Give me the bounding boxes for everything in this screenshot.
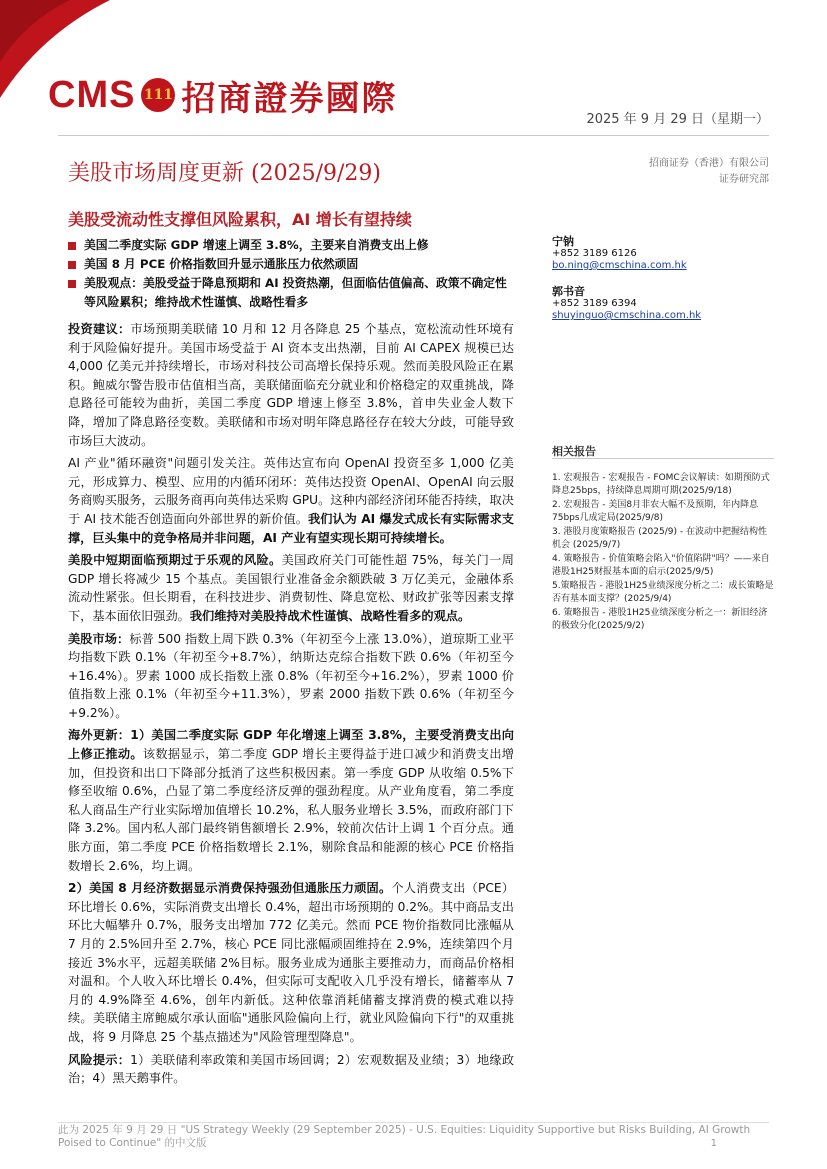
report-date: 2025 年 9 月 29 日（星期一） xyxy=(586,112,769,127)
risk-warning-paragraph: 风险提示：1）美联储利率政策和美国市场回调；2）宏观数据及业绩；3）地缘政治；4）黑天鹅事件。 xyxy=(68,1052,515,1086)
footer-note: 此为 2025 年 9 月 29 日 "US Strategy Weekly (29 September 2025) - U.S. Equities: Liquidity Supportive but Risks Building, AI Growth Poised to Continue" 的中文版 xyxy=(58,1124,751,1149)
related-divider xyxy=(552,458,774,459)
related-report-item[interactable]: 2. 宏观报告 - 美国8月非农大幅不及预期，年内降息75bps几成定局(2025/9/8) xyxy=(552,500,759,523)
header-divider xyxy=(58,135,769,136)
page-title: 美股市场周度更新 (2025/9/29) xyxy=(68,161,381,186)
ai-paragraph: AI 产业"循环融资"问题引发关注。英伟达宣布向 OpenAI 投资至多 1,000 亿美元，形成算力、模型、应用的内循环闭环：英伟达投资 OpenAI、OpenAI 向云服务商购买服务，云服务商再向英伟达采购 GPU。这种内部经济闭环能否持续，取决于 AI 技术能否创造面向外部世界的新价值。我们认为 AI 爆发式成长有实际需求支撑，巨头集中的竞争格局并非问题，AI 产业有望实现长期可持续增长。 xyxy=(68,456,514,545)
summary-bullet: 美股观点：美股受益于降息预期和 AI 投资热潮，但面临估值偏高、政策不确定性等风险累积；维持战术性谨慎、战略性看多 xyxy=(68,274,508,312)
organization xyxy=(649,156,769,188)
analyst-phone: +852 3189 6126 xyxy=(552,248,637,259)
bullet-square-icon xyxy=(68,242,76,250)
related-report-item[interactable]: 1. 宏观报告 - 宏观报告 - FOMC会议解读：如期预防式降息25bps，持续降息周期可期(2025/9/18) xyxy=(552,473,770,496)
analyst-card xyxy=(552,286,774,322)
analyst-card xyxy=(552,236,774,272)
market-paragraph: 美股市场：标普 500 指数上周下跌 0.3%（年初至今上涨 13.0%），道琼斯工业平均指数下跌 0.1%（年初至今+8.7%），纳斯达克综合指数下跌 0.6%（年初至今+16.4%）。罗素 1000 成长指数上涨 0.8%（年初至今+16.2%），罗素 1000 价值指数上涨 0.1%（年初至今+11.3%），罗素 2000 指数下跌 0.6%（年初至今+9.2%）。 xyxy=(68,631,515,720)
related-reports-list xyxy=(552,472,774,634)
bullet-square-icon xyxy=(68,280,76,288)
related-report-item[interactable]: 5.策略报告 - 港股1H25业绩深度分析之二：成长策略是否有基本面支撑？(2025/9/4) xyxy=(552,581,774,604)
related-report-item[interactable]: 3. 港股月度策略报告 (2025/9) - 在波动中把握结构性机会 (2025/9/7) xyxy=(552,527,767,550)
bullet-square-icon xyxy=(68,261,76,269)
analyst-email-link[interactable]: shuyinguo@cmschina.com.hk xyxy=(552,310,702,321)
analyst-name: 郭书音 xyxy=(552,285,585,298)
analyst-phone: +852 3189 6394 xyxy=(552,298,637,309)
report-body xyxy=(68,320,514,1092)
page-number: 1 xyxy=(710,1138,717,1149)
summary-bullet: 美国 8 月 PCE 价格指数回升显示通胀压力依然顽固 xyxy=(68,255,508,274)
overseas-pce-paragraph: 2）美国 8 月经济数据显示消费保持强劲但通胀压力顽固。个人消费支出（PCE）环比增长 0.6%，实际消费支出增长 0.4%，超出市场预期的 0.2%。其中商品支出环比大幅攀升 0.7%，服务支出增加 772 亿美元。然而 PCE 物价指数同比涨幅从 7 月的 2.5%回升至 2.7%，核心 PCE 同比涨幅顽固维持在 2.9%，连续第四个月接近 3%水平，远超美联储 2%目标。服务业成为通胀主要推动力，而商品价格相对温和。个人收入环比增长 0.4%，但实际可支配收入几乎没有增长，储蓄率从 7 月的 4.9%降至 4.6%，创年内新低。这种依靠消耗储蓄支撑消费的模式难以持续。美联储主席鲍威尔承认面临"通胀风险偏向上行，就业风险偏向下行"的双重挑战，将 9 月降息 25 个基点描述为"风险管理型降息"。 xyxy=(68,881,515,1044)
related-report-item[interactable]: 6. 策略报告 - 港股1H25业绩深度分析之一：新旧经济的极致分化(2025/9/2) xyxy=(552,608,768,631)
summary-bullet: 美国二季度实际 GDP 增速上调至 3.8%，主要来自消费支出上修 xyxy=(68,236,508,255)
investment-advice-paragraph: 投资建议：市场预期美联储 10 月和 12 月各降息 25 个基点，宽松流动性环境有利于风险偏好提升。美国市场受益于 AI 资本支出热潮，目前 AI CAPEX 规模已达 4,000 亿美元并持续增长，市场对科技公司高增长保持乐观。然而美股风险正在累积。鲍威尔警告股市估值相当高，美联储面临充分就业和价格稳定的双重挑战，降息路径可能较为曲折，美国二季度 GDP 增速上修至 3.8%，首申失业金人数下降，增加了降息路径变数。美联储和市场对明年降息路径存在较大分歧，可能导致市场巨大波动。 xyxy=(68,322,514,448)
company-logo xyxy=(48,70,397,120)
logo-cms-text: CMS xyxy=(48,73,136,116)
overseas-gdp-paragraph: 海外更新：1）美国二季度实际 GDP 年化增速上调至 3.8%，主要受消费支出向上修正推动。该数据显示，第二季度 GDP 增长主要得益于进口减少和消费支出增加，但投资和出口下降部分抵消了这些积极因素。第一季度 GDP 从收缩 0.5%下修至收缩 0.6%，凸显了第二季度经济反弹的强劲程度。从产业角度看，第二季度私人商品生产行业实际增加值增长 10.2%，私人服务业增长 3.5%，而政府部门下降 3.2%。国内私人部门最终销售额增长 2.9%，较前次估计上调 1 个百分点。通胀方面，第二季度 PCE 价格指数增长 2.1%，剔除食品和能源的核心 PCE 价格指数增长 2.6%，均上调。 xyxy=(68,728,514,873)
org-name: 招商证券（香港）有限公司 xyxy=(649,158,769,169)
related-reports-title: 相关报告 xyxy=(552,445,596,458)
analyst-email-link[interactable]: bo.ning@cmschina.com.hk xyxy=(552,260,687,271)
analyst-name: 宁钠 xyxy=(552,235,574,248)
summary-headline: 美股受流动性支撑但风险累积，AI 增长有望持续 xyxy=(68,210,412,229)
org-department: 证券研究部 xyxy=(719,174,769,185)
related-report-item[interactable]: 4. 策略报告 - 价值策略会陷入"价值陷阱"吗？——来自港股1H25财报基本面的启示(2025/9/5) xyxy=(552,554,770,577)
footer-divider xyxy=(58,1122,769,1123)
logo-chinese-name: 招商證券國際 xyxy=(181,78,398,119)
risk-view-paragraph: 美股中短期面临预期过于乐观的风险。美国政府关门可能性超 75%，每关门一周 GDP 增长将减少 15 个基点。美国银行业准备金余额跌破 3 万亿美元，金融体系流动性紧张。但长期看，在科技进步、消费韧性、降息宽松、财政扩张等因素支撑下，基本面依旧强劲。我们维持对美股持战术性谨慎、战略性看多的观点。 xyxy=(68,553,514,623)
logo-seal-icon: 111 xyxy=(141,78,175,112)
summary-bullets xyxy=(68,236,508,312)
